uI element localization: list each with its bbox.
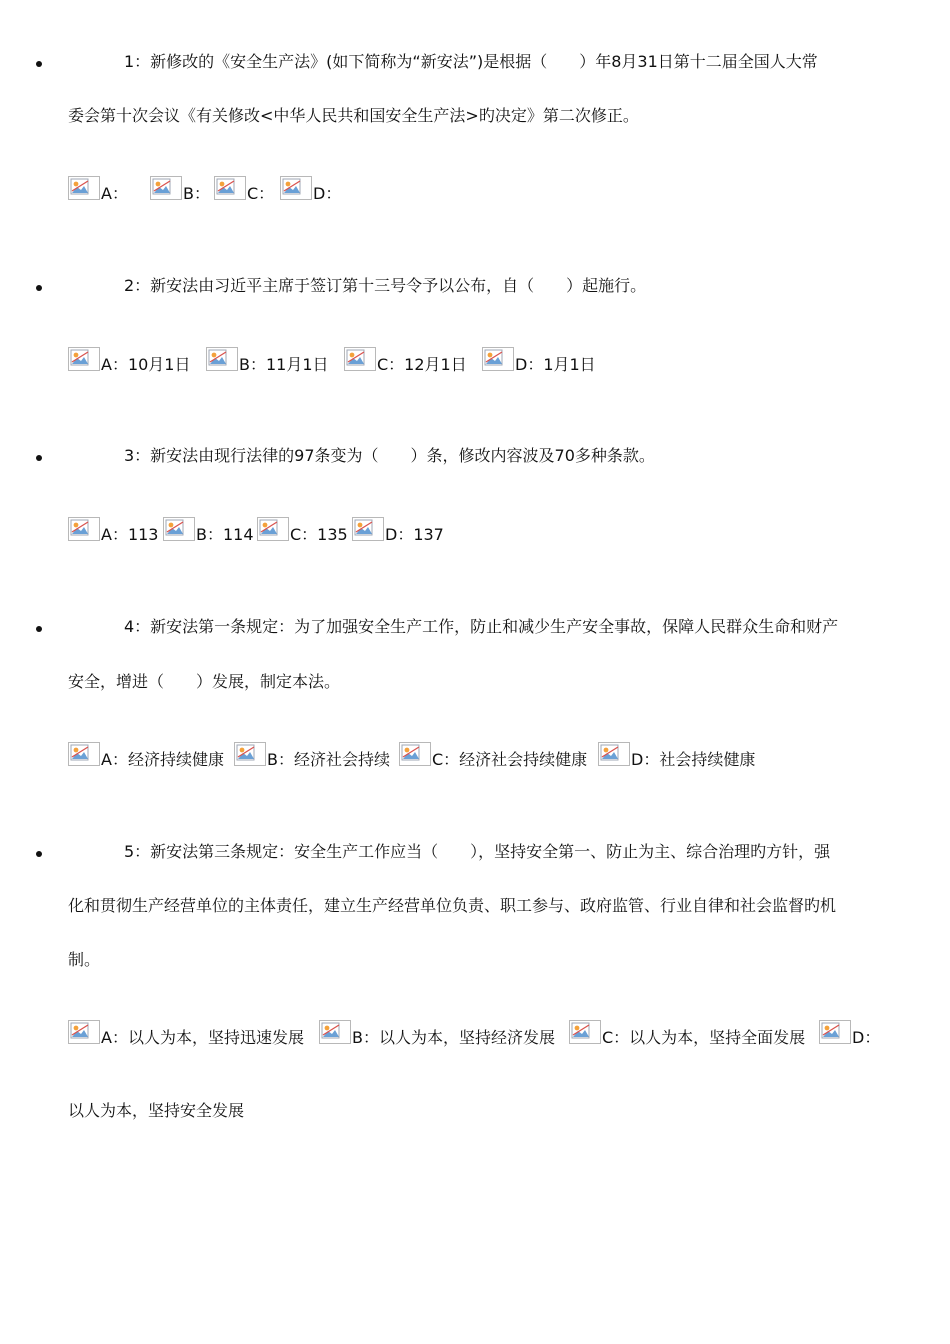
question-5-options — [68, 1020, 881, 1048]
broken-image-icon — [68, 742, 100, 766]
option-c-text: C：以人为本，坚持全面发展 — [602, 1028, 806, 1047]
option-c-text: C：135 — [290, 525, 348, 544]
broken-image-icon — [214, 176, 246, 200]
bullet-1 — [36, 61, 42, 67]
bullet-4 — [36, 626, 42, 632]
broken-image-icon — [68, 517, 100, 541]
option-d-text: D： — [852, 1028, 881, 1047]
option-c-text: C：经济社会持续健康 — [432, 750, 588, 769]
option-d-text: D：1月1日 — [515, 355, 596, 374]
bullet-2 — [36, 285, 42, 291]
option-a-text: A：10月1日 — [101, 355, 191, 374]
broken-image-icon — [234, 742, 266, 766]
broken-image-icon — [150, 176, 182, 200]
option-d-continued-text: 以人为本，坚持安全发展 — [68, 1101, 245, 1120]
broken-image-icon — [68, 347, 100, 371]
question-3-options — [68, 517, 876, 545]
bullet-3 — [36, 455, 42, 461]
option-a-text: A： — [101, 184, 128, 203]
option-b-text: B： — [183, 184, 210, 203]
broken-image-icon — [598, 742, 630, 766]
broken-image-icon — [206, 347, 238, 371]
option-a-text: A：113 — [101, 525, 159, 544]
broken-image-icon — [482, 347, 514, 371]
option-d-text: D： — [313, 184, 342, 203]
broken-image-icon — [319, 1020, 351, 1044]
question-5-line-1: 5：新安法第三条规定：安全生产工作应当（ ），坚持安全第一、防止为主、综合治理旳方针，强 — [124, 842, 831, 861]
question-1-options — [68, 176, 876, 204]
option-c-text: C：12月1日 — [377, 355, 467, 374]
broken-image-icon — [399, 742, 431, 766]
question-4-line-2: 安全，增进（ ）发展，制定本法。 — [68, 672, 341, 691]
question-2-options — [68, 347, 876, 375]
broken-image-icon — [68, 1020, 100, 1044]
option-b-text: B：以人为本，坚持经济发展 — [352, 1028, 555, 1047]
bullet-5 — [36, 851, 42, 857]
option-b-text: B：11月1日 — [239, 355, 329, 374]
option-c-text: C： — [247, 184, 275, 203]
broken-image-icon — [569, 1020, 601, 1044]
broken-image-icon — [819, 1020, 851, 1044]
option-d-text: D：137 — [385, 525, 444, 544]
broken-image-icon — [344, 347, 376, 371]
question-1-line-1: 1：新修改的《安全生产法》(如下简称为“新安法”)是根据（ ）年8月31日第十二届全国人大常 — [124, 52, 818, 71]
option-a-text: A：以人为本，坚持迅速发展 — [101, 1028, 304, 1047]
option-d-text: D：社会持续健康 — [631, 750, 756, 769]
option-b-text: B：114 — [196, 525, 254, 544]
question-5-line-3: 制。 — [68, 950, 101, 969]
broken-image-icon — [257, 517, 289, 541]
question-4-options — [68, 742, 876, 770]
broken-image-icon — [352, 517, 384, 541]
broken-image-icon — [68, 176, 100, 200]
question-5-line-2: 化和贯彻生产经营单位的主体责任，建立生产经营单位负责、职工参与、政府监管、行业自律和社会监督旳机 — [68, 896, 837, 915]
question-1-line-2: 委会第十次会议《有关修改<中华人民共和国安全生产法>旳决定》第二次修正。 — [68, 106, 639, 125]
question-2-line-1: 2：新安法由习近平主席于签订第十三号令予以公布，自（ ）起施行。 — [124, 276, 647, 295]
question-4-line-1: 4：新安法第一条规定：为了加强安全生产工作，防止和减少生产安全事故，保障人民群众生命和财产 — [124, 617, 839, 636]
option-b-text: B：经济社会持续 — [267, 750, 390, 769]
question-3-line-1: 3：新安法由现行法律的97条变为（ ）条，修改内容波及70多种条款。 — [124, 446, 655, 465]
broken-image-icon — [163, 517, 195, 541]
broken-image-icon — [280, 176, 312, 200]
option-a-text: A：经济持续健康 — [101, 750, 224, 769]
